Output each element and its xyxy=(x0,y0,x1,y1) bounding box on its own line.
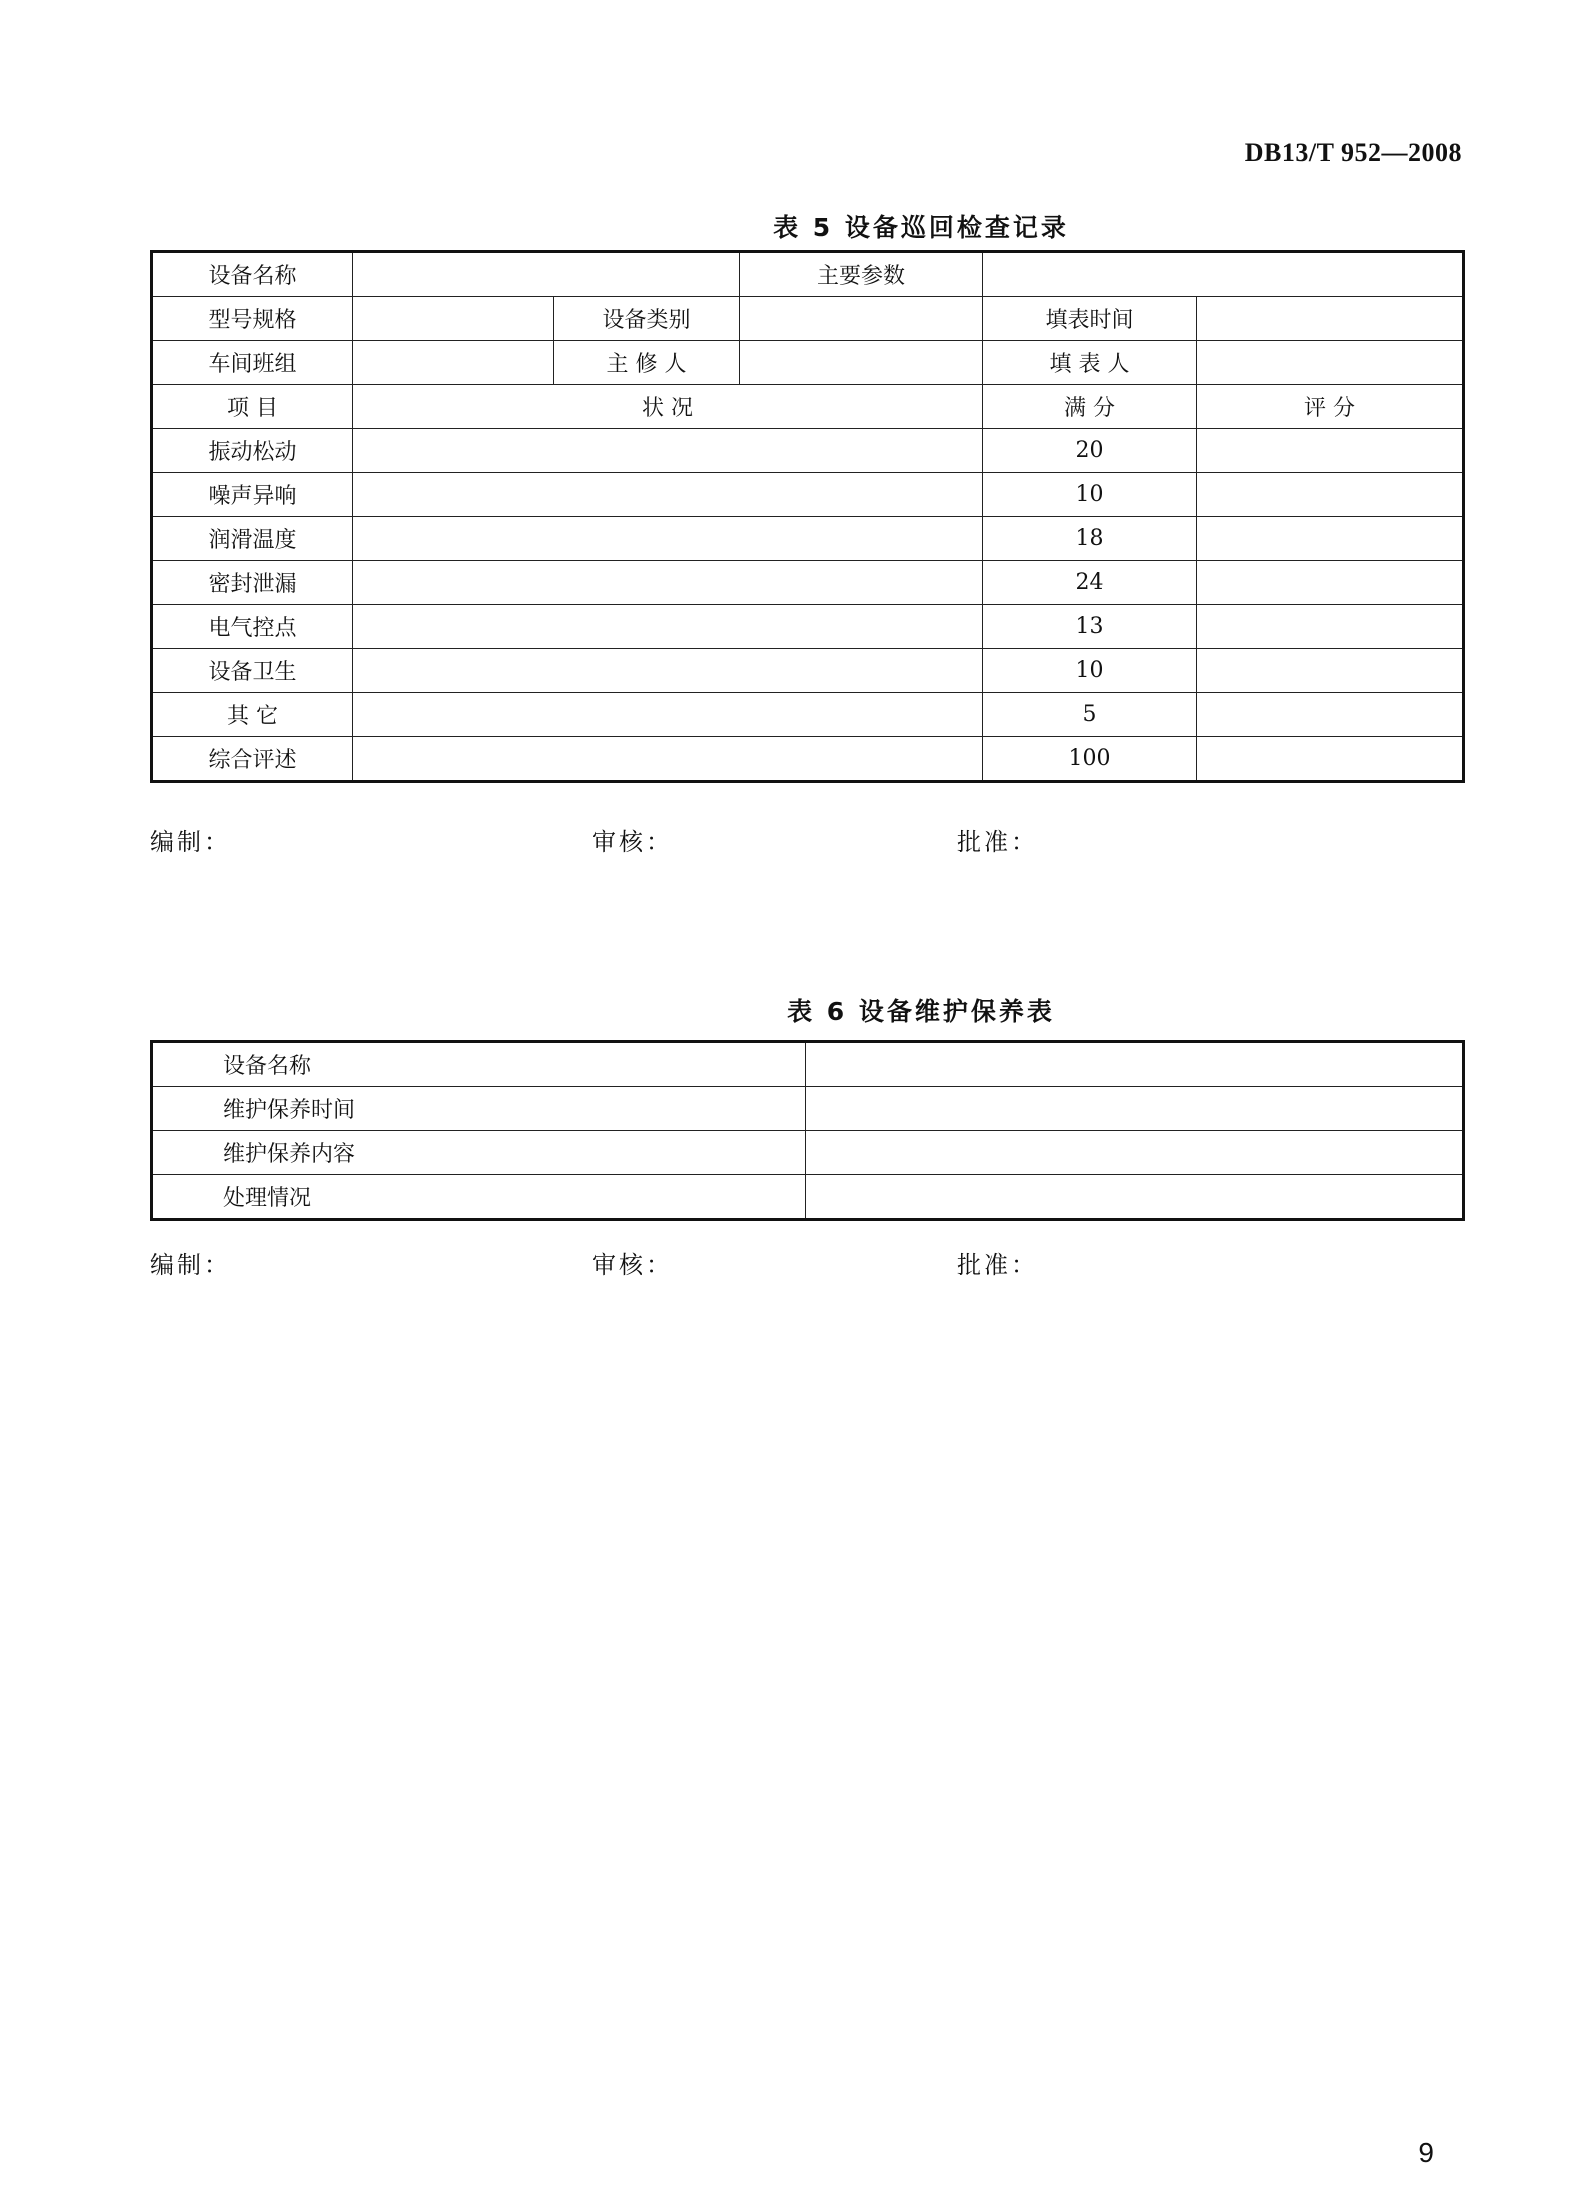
status-cell[interactable] xyxy=(353,473,983,517)
table-row xyxy=(152,1087,1464,1131)
status-cell[interactable] xyxy=(353,429,983,473)
full-score: 100 xyxy=(983,737,1197,782)
workshop-team-value[interactable] xyxy=(353,341,554,385)
table-row xyxy=(152,649,1464,693)
equipment-category-label: 设备类别 xyxy=(554,297,740,341)
item-name: 综合评述 xyxy=(152,737,353,782)
handling-status-value[interactable] xyxy=(806,1175,1464,1220)
maintenance-time-value[interactable] xyxy=(806,1087,1464,1131)
table-row xyxy=(152,473,1464,517)
review-signature: 审核： xyxy=(592,1251,673,1279)
equipment-name-label: 设备名称 xyxy=(152,252,353,297)
full-score: 18 xyxy=(983,517,1197,561)
table-row xyxy=(152,252,1464,297)
equipment-category-value[interactable] xyxy=(740,297,983,341)
status-cell[interactable] xyxy=(353,561,983,605)
status-cell[interactable] xyxy=(353,693,983,737)
item-name: 设备卫生 xyxy=(152,649,353,693)
maintenance-time-label: 维护保养时间 xyxy=(152,1087,806,1131)
filler-value[interactable] xyxy=(1197,341,1464,385)
compile-signature: 编制： xyxy=(150,828,231,856)
filler-label: 填 表 人 xyxy=(983,341,1197,385)
item-name: 电气控点 xyxy=(152,605,353,649)
item-name: 振动松动 xyxy=(152,429,353,473)
item-name: 密封泄漏 xyxy=(152,561,353,605)
standard-code: DB13/T 952—2008 xyxy=(1244,138,1462,167)
table-row xyxy=(152,429,1464,473)
table-header-row xyxy=(152,385,1464,429)
fill-time-value[interactable] xyxy=(1197,297,1464,341)
table-row xyxy=(152,605,1464,649)
inspection-record-table xyxy=(150,250,1465,783)
item-name: 润滑温度 xyxy=(152,517,353,561)
equipment-name-value[interactable] xyxy=(806,1042,1464,1087)
score-header: 评 分 xyxy=(1197,385,1464,429)
table-row xyxy=(152,1042,1464,1087)
full-score: 24 xyxy=(983,561,1197,605)
score-cell[interactable] xyxy=(1197,429,1464,473)
table-row xyxy=(152,517,1464,561)
status-cell[interactable] xyxy=(353,517,983,561)
full-score: 10 xyxy=(983,649,1197,693)
approve-signature: 批准： xyxy=(957,1251,1038,1279)
maintenance-content-value[interactable] xyxy=(806,1131,1464,1175)
handling-status-label: 处理情况 xyxy=(152,1175,806,1220)
review-signature: 审核： xyxy=(592,828,673,856)
score-cell[interactable] xyxy=(1197,737,1464,782)
status-header: 状 况 xyxy=(353,385,983,429)
table-row xyxy=(152,1175,1464,1220)
table-row xyxy=(152,297,1464,341)
table-row xyxy=(152,693,1464,737)
page-number: 9 xyxy=(1418,2137,1434,2168)
status-cell[interactable] xyxy=(353,605,983,649)
full-score: 5 xyxy=(983,693,1197,737)
item-name: 其 它 xyxy=(152,693,353,737)
status-cell[interactable] xyxy=(353,649,983,693)
full-score-header: 满 分 xyxy=(983,385,1197,429)
main-params-value[interactable] xyxy=(983,252,1464,297)
table-row xyxy=(152,737,1464,782)
score-cell[interactable] xyxy=(1197,473,1464,517)
table-row xyxy=(152,341,1464,385)
table-row xyxy=(152,561,1464,605)
main-repairer-value[interactable] xyxy=(740,341,983,385)
table5-caption: 表 5 设备巡回检查记录 xyxy=(773,213,1069,242)
table6-caption: 表 6 设备维护保养表 xyxy=(787,997,1055,1026)
full-score: 13 xyxy=(983,605,1197,649)
main-params-label: 主要参数 xyxy=(740,252,983,297)
model-spec-value[interactable] xyxy=(353,297,554,341)
full-score: 20 xyxy=(983,429,1197,473)
equipment-name-value[interactable] xyxy=(353,252,740,297)
maintenance-table xyxy=(150,1040,1465,1221)
equipment-name-label: 设备名称 xyxy=(152,1042,806,1087)
item-name: 噪声异响 xyxy=(152,473,353,517)
status-cell[interactable] xyxy=(353,737,983,782)
full-score: 10 xyxy=(983,473,1197,517)
item-header: 项 目 xyxy=(152,385,353,429)
score-cell[interactable] xyxy=(1197,605,1464,649)
score-cell[interactable] xyxy=(1197,561,1464,605)
approve-signature: 批准： xyxy=(957,828,1038,856)
main-repairer-label: 主 修 人 xyxy=(554,341,740,385)
score-cell[interactable] xyxy=(1197,693,1464,737)
model-spec-label: 型号规格 xyxy=(152,297,353,341)
fill-time-label: 填表时间 xyxy=(983,297,1197,341)
score-cell[interactable] xyxy=(1197,517,1464,561)
table-row xyxy=(152,1131,1464,1175)
maintenance-content-label: 维护保养内容 xyxy=(152,1131,806,1175)
compile-signature: 编制： xyxy=(150,1251,231,1279)
workshop-team-label: 车间班组 xyxy=(152,341,353,385)
score-cell[interactable] xyxy=(1197,649,1464,693)
